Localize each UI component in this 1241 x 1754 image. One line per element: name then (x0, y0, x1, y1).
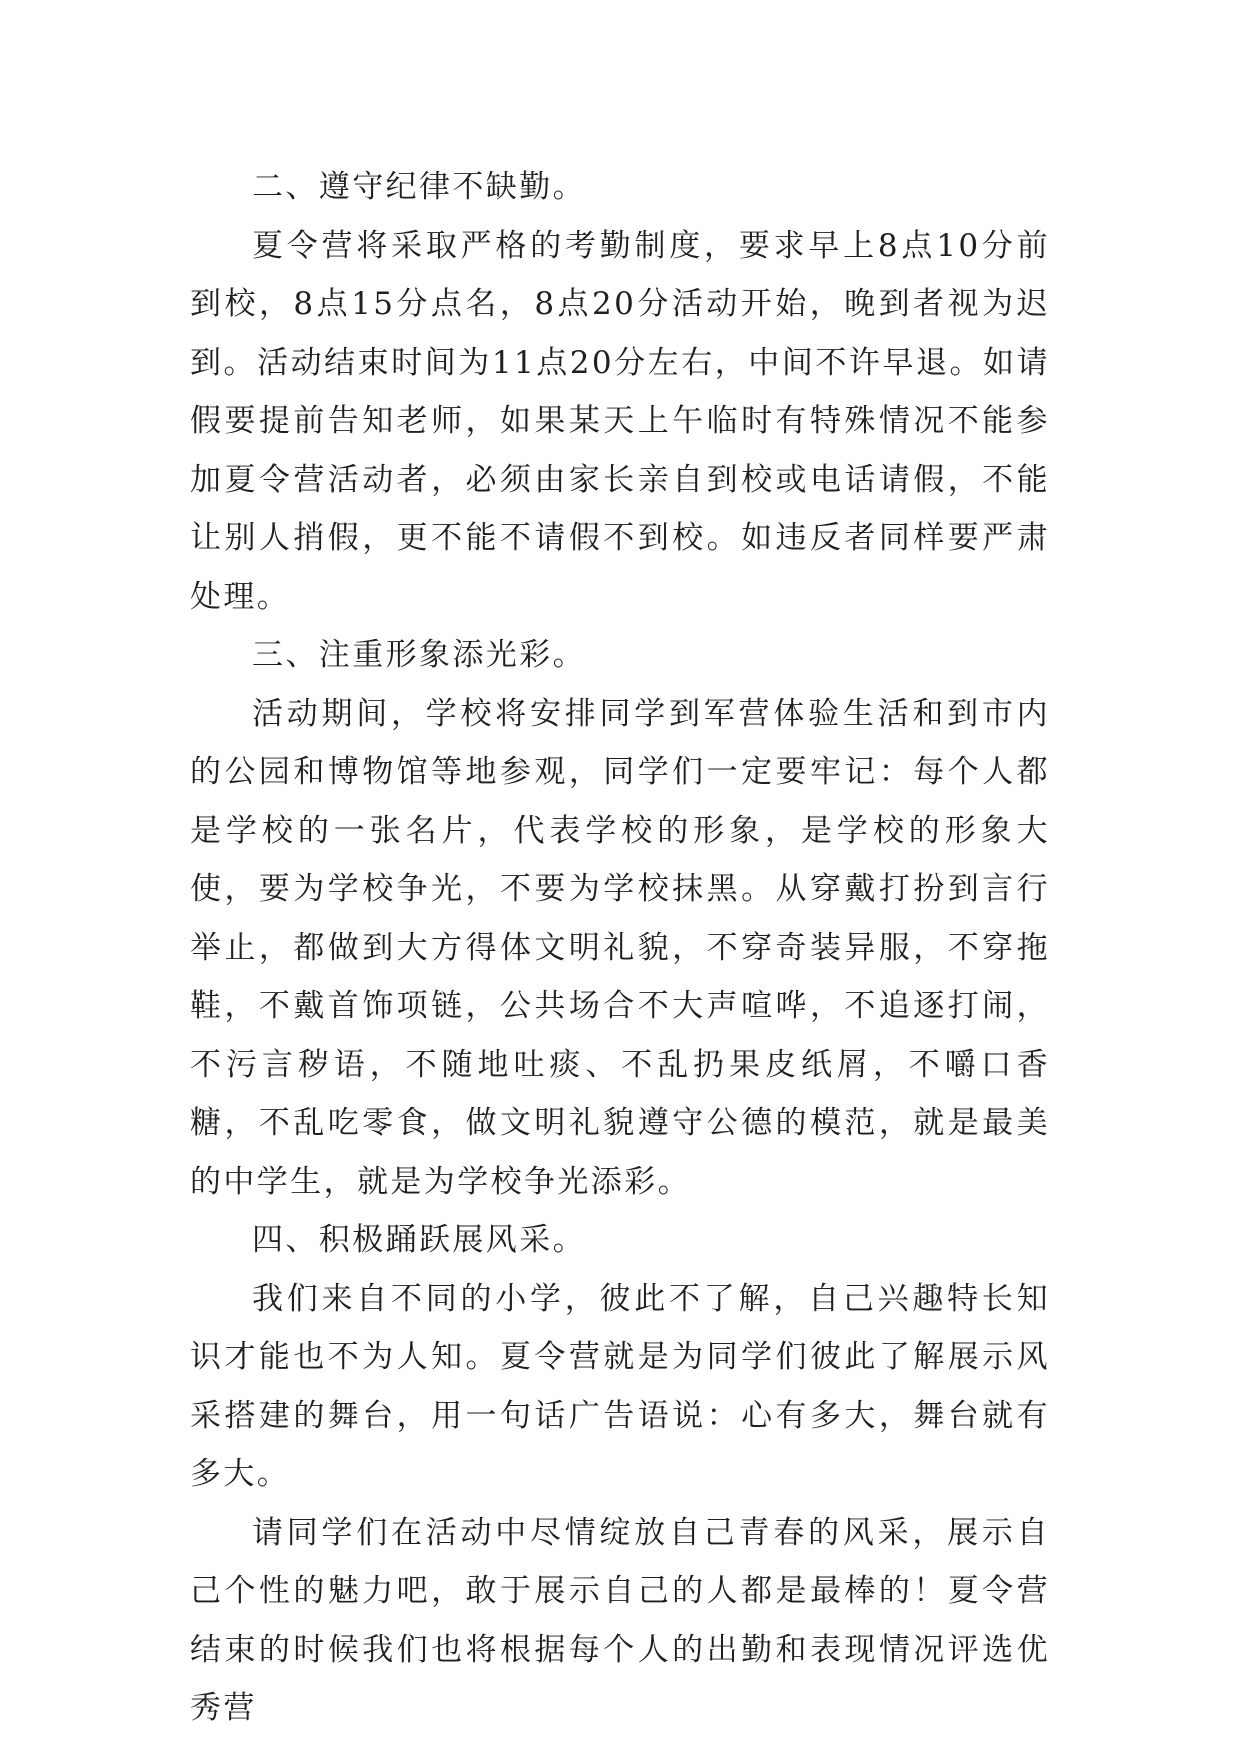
paragraph-stage: 我们来自不同的小学，彼此不了解，自己兴趣特长知识才能也不为人知。夏令营就是为同学们彼此了解展示风采搭建的舞台，用一句话广告语说：心有多大，舞台就有多大。 (190, 1280, 1050, 1492)
document-body (190, 158, 1050, 1738)
paragraph-encouragement: 请同学们在活动中尽情绽放自己青春的风采，展示自己个性的魅力吧，敢于展示自己的人都是最棒的！夏令营结束的时候我们也将根据每个人的出勤和表现情况评选优秀营 (190, 1514, 1050, 1726)
paragraph-attendance: 夏令营将采取严格的考勤制度，要求早上8点10分前到校，8点15分点名，8点20分活动开始，晚到者视为迟到。活动结束时间为11点20分左右，中间不许早退。如请假要提前告知老师，如果某天上午临时有特殊情况不能参加夏令营活动者，必须由家长亲自到校或电话请假，不能让别人捎假，更不能不请假不到校。如违反者同样要严肃处理。 (190, 227, 1050, 615)
section-heading-discipline: 二、遵守纪律不缺勤。 (252, 169, 586, 205)
section-heading-image: 三、注重形象添光彩。 (252, 637, 586, 673)
paragraph-conduct: 活动期间，学校将安排同学到军营体验生活和到市内的公园和博物馆等地参观，同学们一定要牢记：每个人都是学校的一张名片，代表学校的形象，是学校的形象大使，要为学校争光，不要为学校抹黑。从穿戴打扮到言行举止，都做到大方得体文明礼貌，不穿奇装异服，不穿拖鞋，不戴首饰项链，公共场合不大声喧哗，不追逐打闹，不污言秽语，不随地吐痰、不乱扔果皮纸屑，不嚼口香糖，不乱吃零食，做文明礼貌遵守公德的模范，就是最美的中学生，就是为学校争光添彩。 (190, 695, 1050, 1200)
section-heading-showcase: 四、积极踊跃展风采。 (252, 1222, 586, 1258)
